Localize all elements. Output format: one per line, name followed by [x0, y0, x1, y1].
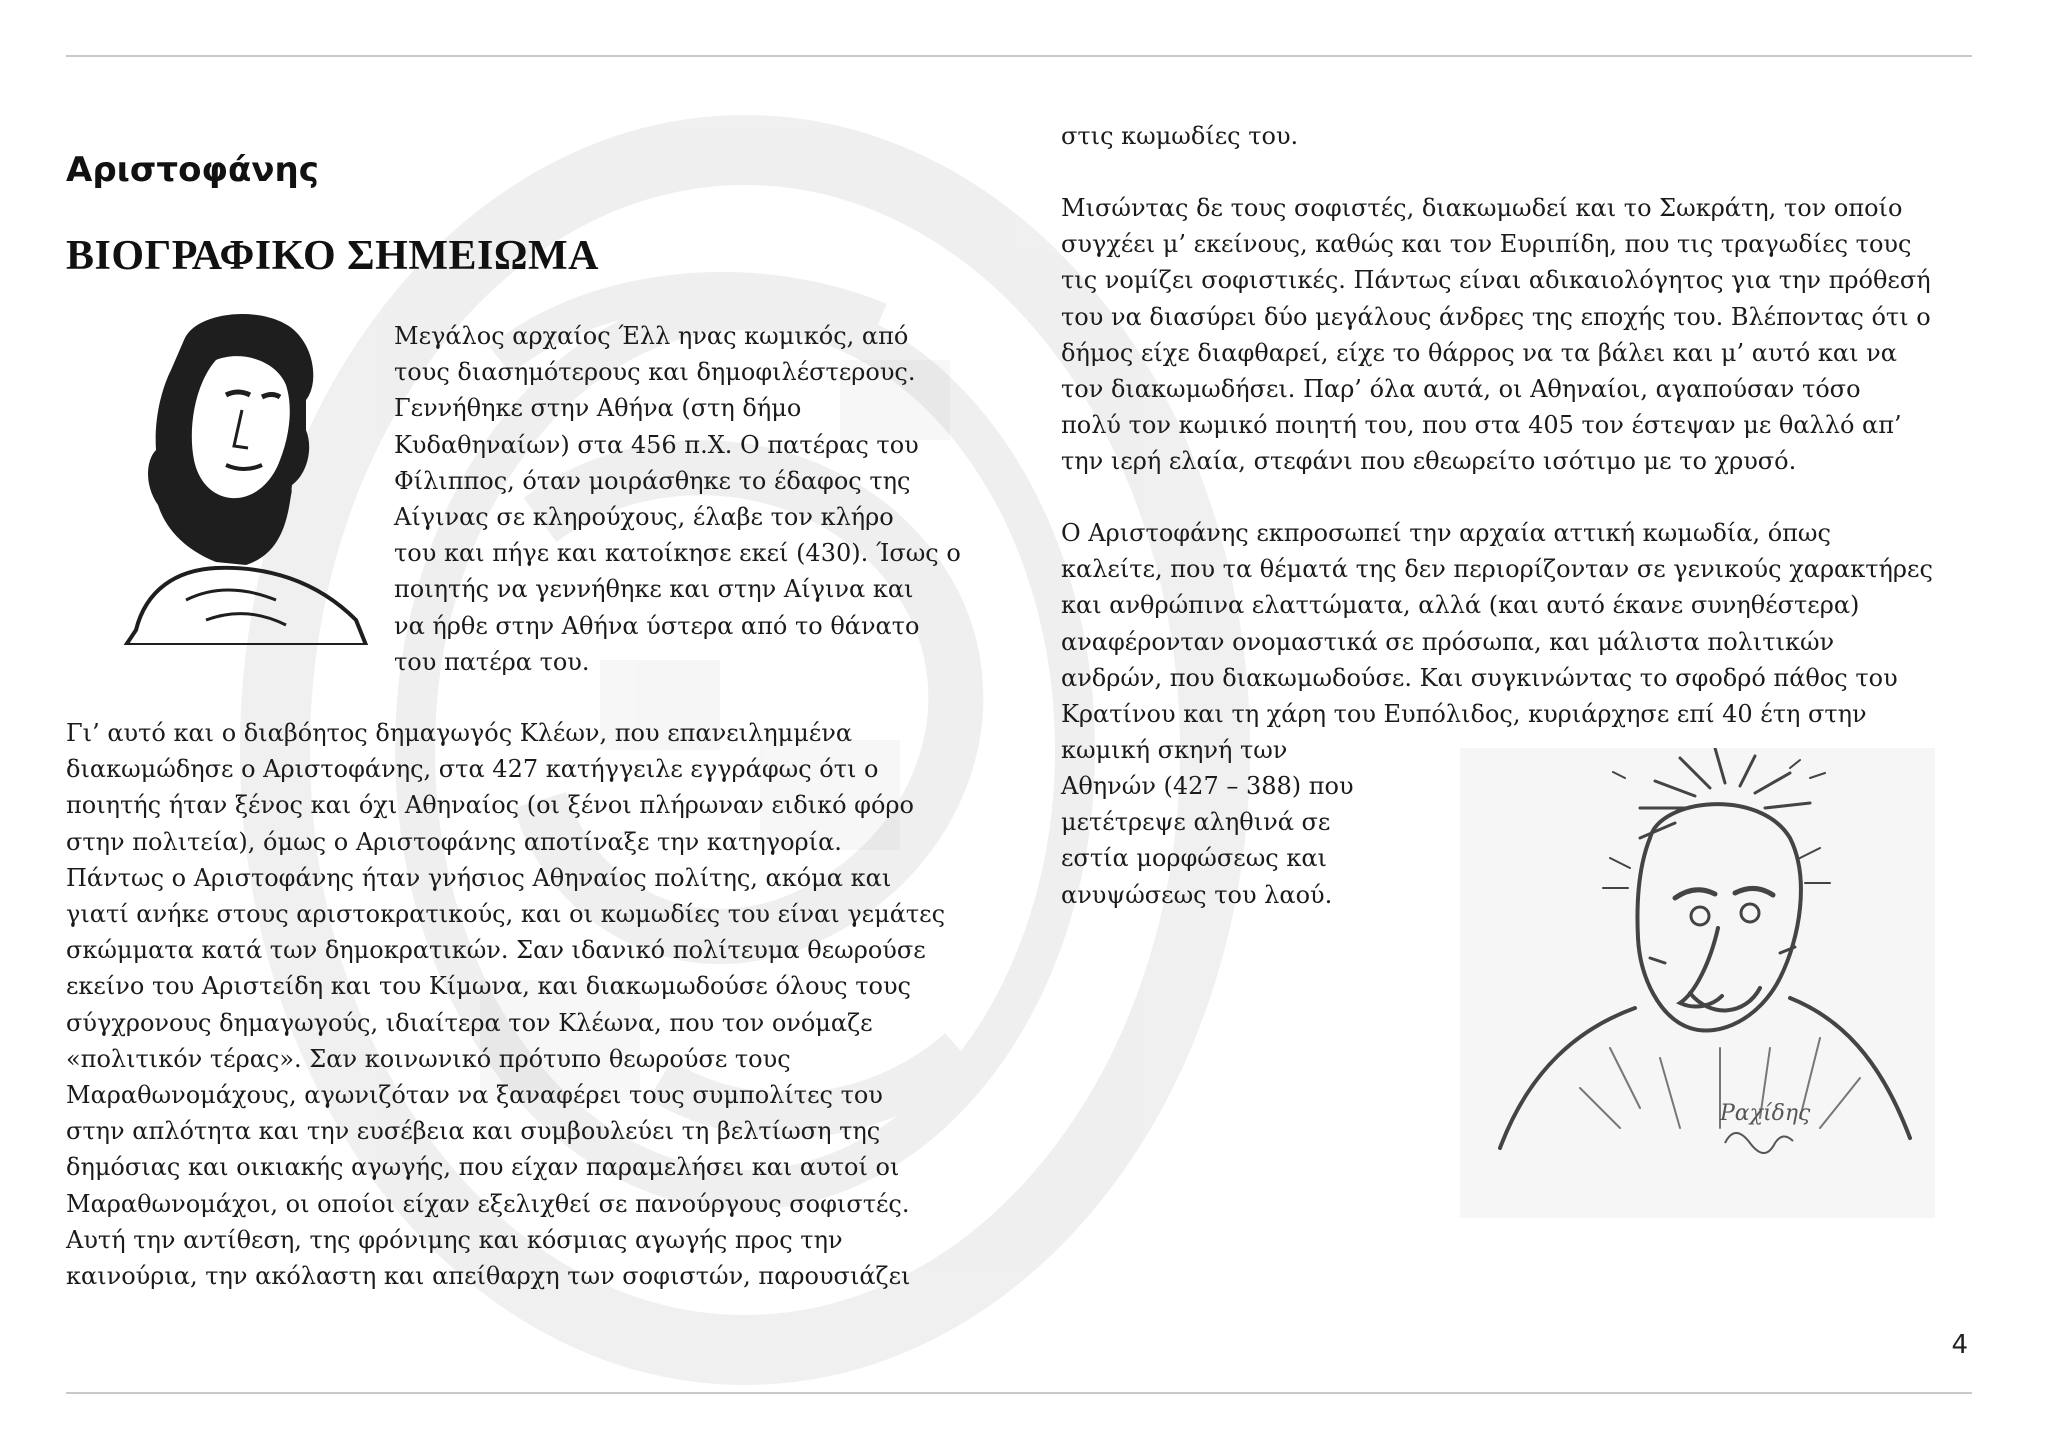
body-paragraph-left [66, 715, 996, 1294]
text-line: στην πολιτεία), όμως ο Αριστοφάνης αποτίναξε την κατηγορία. [66, 827, 842, 856]
text-line: ανυψώσεως του λαού. [1061, 880, 1333, 909]
text-line: πολύ τον κωμικό ποιητή του, που στα 405 τον έστεψαν με θαλλό απ’ [1061, 411, 1902, 440]
text-line: συγχέει μ’ εκείνους, καθώς και τον Ευριπίδη, που τις τραγωδίες τους [1061, 230, 1912, 259]
sketch-signature: Ραχίδης [1720, 1101, 1811, 1126]
text-line: εκείνο του Αριστείδη και του Κίμωνα, και διακωμωδούσε όλους τους [66, 972, 911, 1001]
top-rule [66, 55, 1972, 57]
text-line: «πολιτικόν τέρας». Σαν κοινωνικό πρότυπο θεωρούσε τους [66, 1044, 791, 1073]
text-line: τον διακωμωδήσει. Παρ’ όλα αυτά, οι Αθηναίοι, αγαπούσαν τόσο [1061, 375, 1861, 404]
text-line: Γι’ αυτό και ο διαβόητος δημαγωγός Κλέων, που επανειλημμένα [66, 719, 853, 747]
text-line: Κυδαθηναίων) στα 456 π.Χ. Ο πατέρας του [394, 430, 919, 459]
text-line: Μαραθωνομάχους, αγωνιζόταν να ξαναφέρει τους συμπολίτες του [66, 1081, 883, 1110]
aristophanes-portrait-image [66, 300, 376, 645]
intro-paragraph [394, 318, 984, 680]
text-line: Γεννήθηκε στην Αθήνα (στη δήμο [394, 394, 802, 423]
text-line: καλείτε, που τα θέματά της δεν περιορίζονταν σε γενικούς χαρακτήρες [1061, 555, 1933, 584]
text-line: στην απλότητα και την ευσέβεια και συμβουλεύει τη βελτίωση της [66, 1117, 881, 1146]
text-line: Πάντως ο Αριστοφάνης ήταν γνήσιος Αθηναίος πολίτης, ακόμα και [66, 863, 892, 892]
text-line: κωμική σκηνή των [1061, 736, 1288, 765]
text-line: τους διασημότερους και δημοφιλέστερους. [394, 358, 916, 387]
text-line: Μαραθωνομάχοι, οι οποίοι είχαν εξελιχθεί σε πανούργους σοφιστές. [66, 1189, 910, 1218]
text-line: σκώμματα κατά των δημοκρατικών. Σαν ιδανικό πολίτευμα θεωρούσε [66, 936, 926, 965]
bottom-rule [66, 1392, 1972, 1394]
text-line: δήμος είχε διαφθαρεί, είχε το θάρρος να τα βάλει και μ’ αυτό και να [1061, 338, 1897, 367]
caricature-sketch-image [1460, 748, 1935, 1218]
text-line: μετέτρεψε αληθινά σε [1061, 808, 1331, 837]
text-line: διακωμώδησε ο Αριστοφάνης, στα 427 κατήγγειλε εγγράφως ότι ο [66, 755, 879, 784]
text-line: ποιητής ήταν ξένος και όχι Αθηναίος (οι ξένοι πλήρωναν ειδικό φόρο [66, 791, 914, 820]
text-line: Μεγάλος αρχαίος Έλλ ηνας κωμικός, από [394, 322, 909, 350]
section-heading: ΒΙΟΓΡΑΦΙΚΟ ΣΗΜΕΙΩΜΑ [66, 233, 599, 279]
text-line: σύγχρονους δημαγωγούς, ιδιαίτερα τον Κλέωνα, που τον ονόμαζε [66, 1008, 873, 1037]
text-line: Αίγινας σε κληρούχους, έλαβε τον κλήρο [394, 503, 894, 532]
page-title: Αριστοφάνης [66, 150, 319, 190]
text-line: καινούρια, την ακόλαστη και απείθαρχη των σοφιστών, παρουσιάζει [66, 1262, 911, 1291]
text-line: ποιητής να γεννήθηκε και στην Αίγινα και [394, 575, 914, 604]
text-line: Αθηνών (427 – 388) που [1061, 772, 1354, 800]
body-paragraph-sophists [1061, 190, 1991, 480]
text-line: τις νομίζει σοφιστικές. Πάντως είναι αδικαιολόγητος για την πρόθεσή [1061, 266, 1931, 295]
text-line: την ιερή ελαία, στεφάνι που εθεωρείτο ισότιμο με το χρυσό. [1061, 447, 1797, 476]
text-line: να ήρθε στην Αθήνα ύστερα από το θάνατο [394, 611, 920, 640]
text-line: Ο Αριστοφάνης εκπροσωπεί την αρχαία αττική κωμωδία, όπως [1061, 519, 1831, 547]
body-paragraph-athens [1061, 768, 1391, 913]
text-line: του να διασύρει δύο μεγάλους άνδρες της εποχής του. Βλέποντας ότι ο [1061, 302, 1931, 331]
text-line: Κρατίνου και τη χάρη του Ευπόλιδος, κυριάρχησε επί 40 έτη στην [1061, 700, 1867, 729]
text-line: του πατέρα του. [394, 647, 590, 676]
text-line: ανδρών, που διακωμωδούσε. Και συγκινώντας το σφοδρό πάθος του [1061, 663, 1898, 692]
text-line: αναφέρονταν ονομαστικά σε πρόσωπα, και μάλιστα πολιτικών [1061, 627, 1835, 656]
text-line: και ανθρώπινα ελαττώματα, αλλά (και αυτό έκανε συνηθέστερα) [1061, 591, 1860, 620]
continuation-line: στις κωμωδίες του. [1061, 122, 1299, 150]
body-paragraph-comedy [1061, 515, 1991, 768]
text-line: εστία μορφώσεως και [1061, 844, 1327, 873]
text-line: Μισώντας δε τους σοφιστές, διακωμωδεί και το Σωκράτη, τον οποίο [1061, 194, 1903, 222]
text-line: Αυτή την αντίθεση, της φρόνιμης και κόσμιας αγωγής προς την [66, 1225, 843, 1254]
page-number: 4 [1951, 1330, 1968, 1360]
text-line: Φίλιππος, όταν μοιράσθηκε το έδαφος της [394, 466, 911, 495]
text-line: του και πήγε και κατοίκησε εκεί (430). Ίσως ο [394, 539, 961, 568]
text-line: δημόσιας και οικιακής αγωγής, που είχαν παραμελήσει και αυτοί οι [66, 1153, 900, 1182]
text-line: γιατί ανήκε στους αριστοκρατικούς, και οι κωμωδίες του είναι γεμάτες [66, 900, 946, 929]
